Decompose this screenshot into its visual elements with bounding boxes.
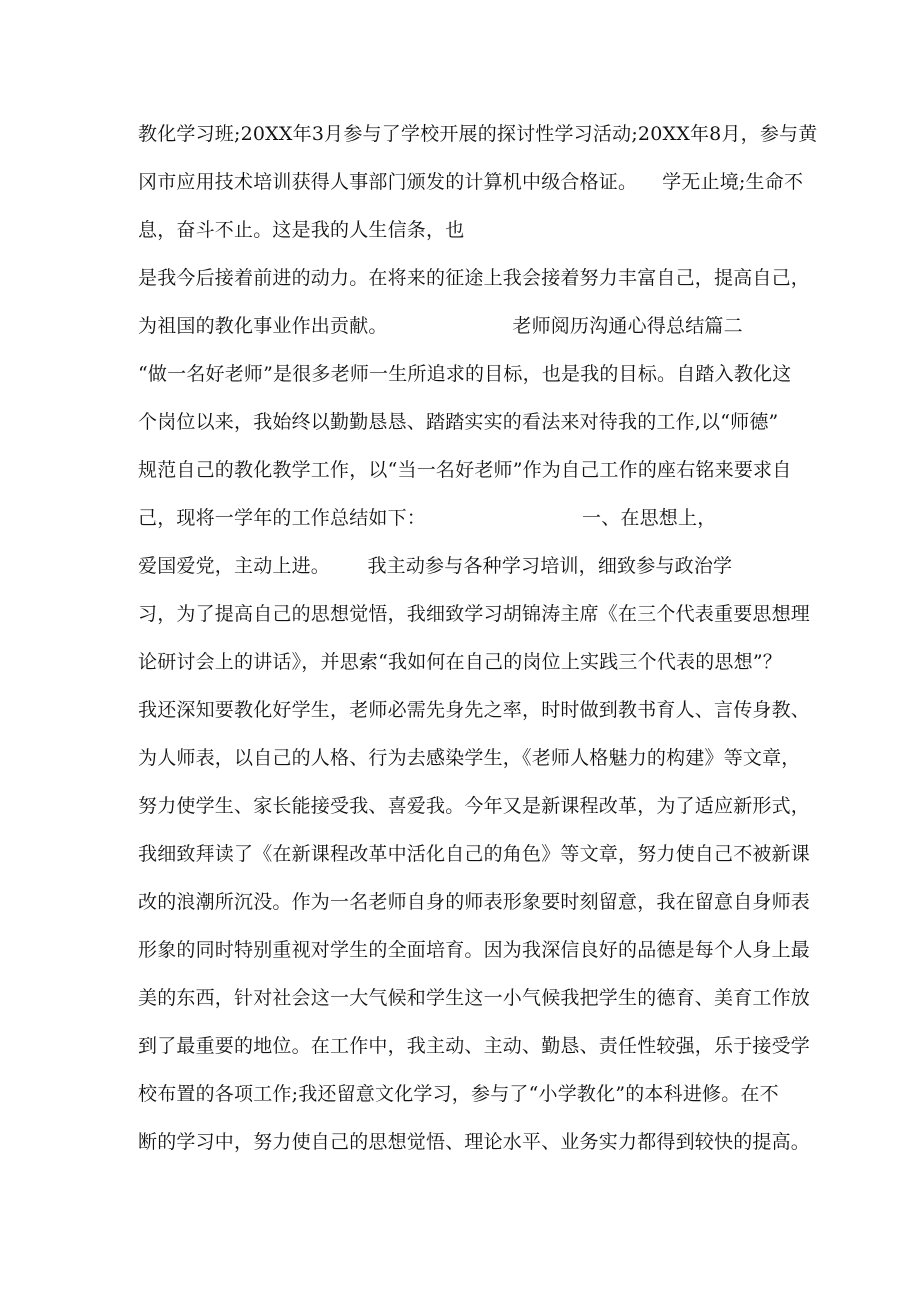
- text-line: 息，奋斗不止。这是我的人生信条，也: [138, 219, 465, 241]
- text-line: 冈市应用技术培训获得人事部门颁发的计算机中级合格证。 学无止境;生命不: [138, 171, 804, 193]
- text-line: 规范自己的教化教学工作，以“当一名好老师”作为自己工作的座右铭来要求自: [138, 459, 792, 481]
- text-line: 习，为了提高自己的思想觉悟，我细致学习胡锦涛主席《在三个代表重要思想理: [138, 603, 811, 625]
- text-line: 为祖国的教化事业作出贡献。 老师阅历沟通心得总结篇二: [138, 315, 743, 337]
- text-line: 教化学习班;20XX年3月参与了学校开展的探讨性学习活动;20XX年8月，参与黄: [138, 123, 818, 145]
- text-line: 到了最重要的地位。在工作中，我主动、主动、勤恳、责任性较强，乐于接受学: [138, 1035, 811, 1057]
- text-line: 爱国爱党，主动上进。 我主动参与各种学习培训，细致参与政治学: [138, 555, 733, 577]
- text-line: 己，现将一学年的工作总结如下： 一、在思想上，: [138, 507, 717, 529]
- text-line: “做一名好老师”是很多老师一生所追求的目标，也是我的目标。自踏入教化这: [138, 363, 792, 385]
- text-line: 我还深知要教化好学生，老师必需先身先之率，时时做到教书育人、言传身教、: [138, 699, 811, 721]
- text-line: 个岗位以来，我始终以勤勤恳恳、踏踏实实的看法来对待我的工作,以“师德”: [138, 411, 779, 433]
- text-line: 形象的同时特别重视对学生的全面培育。因为我深信良好的品德是每个人身上最: [138, 939, 811, 961]
- text-line: 断的学习中，努力使自己的思想觉悟、理论水平、业务实力都得到较快的提高。: [138, 1131, 811, 1153]
- text-line: 努力使学生、家长能接受我、喜爱我。今年又是新课程改革，为了适应新形式，: [138, 795, 811, 817]
- text-line: 校布置的各项工作;我还留意文化学习，参与了“小学教化”的本科进修。在不: [138, 1083, 779, 1105]
- text-line: 美的东西，针对社会这一大气候和学生这一小气候我把学生的德育、美育工作放: [138, 987, 811, 1009]
- text-line: 论研讨会上的讲话》，并思索“我如何在自己的岗位上实践三个代表的思想”？: [138, 651, 782, 673]
- text-line: 改的浪潮所沉没。作为一名老师自身的师表形象要时刻留意，我在留意自身师表: [138, 891, 811, 913]
- text-line: 为人师表，以自己的人格、行为去感染学生，《老师人格魅力的构建》等文章，: [138, 747, 801, 769]
- text-line: 我细致拜读了《在新课程改革中活化自己的角色》等文章，努力使自己不被新课: [138, 843, 811, 865]
- text-line: 是我今后接着前进的动力。在将来的征途上我会接着努力丰富自己，提高自己，: [138, 267, 811, 289]
